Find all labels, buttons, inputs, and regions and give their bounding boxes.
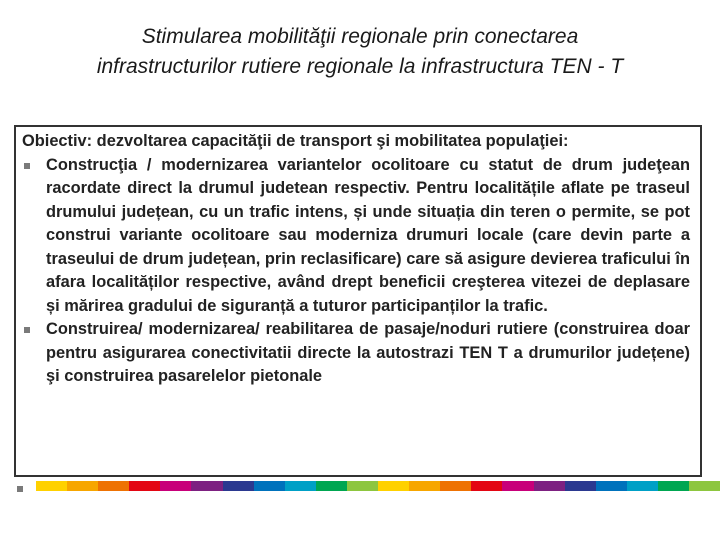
stripe-segment	[689, 481, 720, 491]
stripe-segment	[254, 481, 285, 491]
slide-title-line-1: Stimularea mobilităţii regionale prin conectarea	[141, 25, 579, 48]
stripe-segment	[285, 481, 316, 491]
square-bullet-icon	[24, 163, 30, 169]
stripe-segment	[534, 481, 565, 491]
stripe-segment	[98, 481, 129, 491]
stripe-segment	[658, 481, 689, 491]
objective-text: Obiectiv: dezvoltarea capacităţii de transport şi mobilitatea populaţiei:	[22, 132, 569, 150]
empty-bullet-icon	[17, 486, 23, 492]
stripe-segment	[160, 481, 191, 491]
stripe-segment	[378, 481, 409, 491]
slide-title	[20, 22, 700, 82]
content-box	[14, 125, 702, 477]
stripe-segment	[191, 481, 222, 491]
stripe-segment	[440, 481, 471, 491]
bullet-item-2-text: Construirea/ modernizarea/ reabilitarea de pasaje/noduri rutiere (construirea doar pentru asigurarea conectivitatii directe la autostrazi TEN T a drumurilor județene) şi construirea pasarelelor pietonale	[46, 320, 690, 385]
stripe-segment	[36, 481, 67, 491]
square-bullet-icon	[24, 327, 30, 333]
stripe-segment	[565, 481, 596, 491]
bullet-item-2	[22, 318, 690, 389]
stripe-segment	[627, 481, 658, 491]
stripe-segment	[347, 481, 378, 491]
slide-title-line-2: infrastructurilor rutiere regionale la infrastructura TEN - T	[96, 55, 624, 78]
stripe-segment	[596, 481, 627, 491]
stripe-segment	[129, 481, 160, 491]
stripe-segment	[67, 481, 98, 491]
stripe-segment	[409, 481, 440, 491]
bullet-item-1	[22, 154, 690, 319]
stripe-segment	[223, 481, 254, 491]
color-stripe	[36, 481, 720, 491]
bullet-item-1-text: Construcţia / modernizarea variantelor ocolitoare cu statut de drum judeţean racordate direct la drumul judetean respectiv. Pentru localitățile aflate pe traseul drumului județean, cu un trafic intens, și unde situația din teren o permite, se pot construi variante ocolitoare sau moderniza drumuri locale (care devin parte a traseului de drum județean, prin reclasificare) care să asigure devierea traficului în afara localităților respective, având drept beneficii creşterea vitezei de deplasare și mărirea gradului de siguranță a tuturor participanților la trafic.	[46, 155, 690, 315]
stripe-segment	[471, 481, 502, 491]
stripe-segment	[316, 481, 347, 491]
stripe-segment	[502, 481, 533, 491]
